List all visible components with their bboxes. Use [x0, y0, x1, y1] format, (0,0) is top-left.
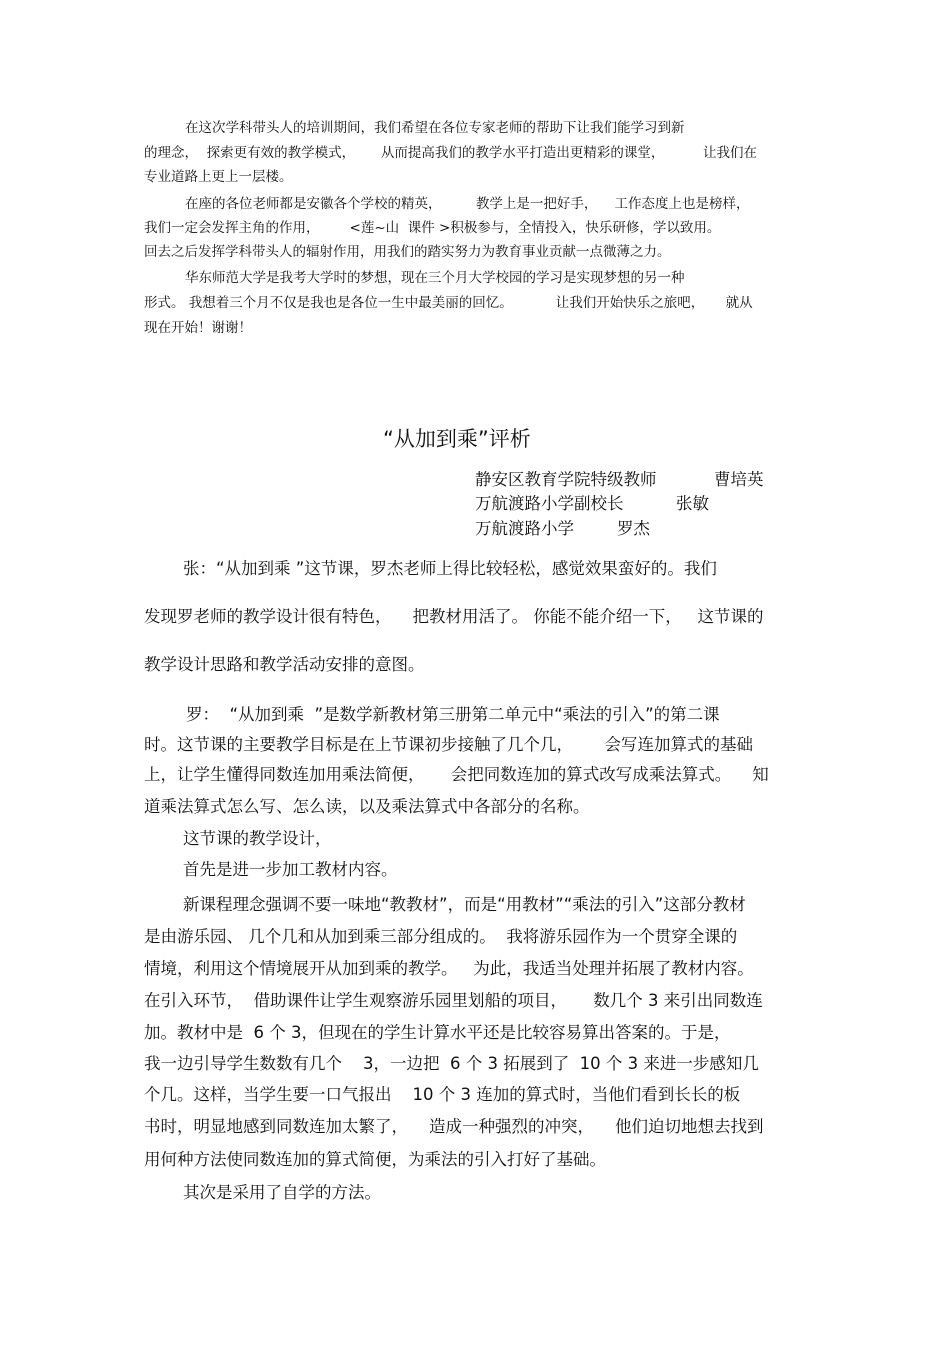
intro-line-2: 的理念， 探索更有效的教学模式， 从而提高我们的教学水平打造出更精彩的课堂， 让我们在: [144, 145, 757, 161]
body-line-3: 教学设计思路和教学活动安排的意图。: [144, 655, 425, 674]
intro-line-4: 在座的各位老师都是安徽各个学校的精英， 教学上是一把好手， 工作态度上也是榜样，: [185, 196, 750, 212]
body-line-14: 加。教材中是 6 个 3，但现在的学生计算水平还是比较容易算出答案的。于是，: [144, 1023, 731, 1042]
body-line-5: 时。这节课的主要教学目标是在上节课初步接触了几个几， 会写连加算式的基础: [144, 735, 753, 754]
body-line-6: 上，让学生懂得同数连加用乘法简便， 会把同数连加的算式改写成乘法算式。 知: [144, 765, 769, 784]
body-line-18: 用何种方法使同数连加的算式简便，为乘法的引入打好了基础。: [144, 1150, 606, 1169]
intro-line-8: 形式。 我想着三个月不仅是我也是各位一生中最美丽的回忆。 让我们开始快乐之旅吧， 就从: [144, 295, 753, 311]
intro-line-6: 回去之后发挥学科带头人的辐射作用，用我们的踏实努力为教育事业贡献一点微薄之力。: [144, 244, 671, 260]
body-line-10: 新课程理念强调不要一味地“教教材”，而是“用教材”“乘法的引入”这部分教材: [183, 895, 746, 914]
author-org-3: 万航渡路小学: [475, 519, 574, 538]
author-name-1: 曹培英: [714, 470, 764, 489]
body-line-8: 这节课的教学设计，: [183, 829, 332, 848]
body-line-1: 张：“从加到乘 ”这节课，罗杰老师上得比较轻松，感觉效果蛮好的。我们: [183, 559, 717, 578]
body-line-11: 是由游乐园、 几个几和从加到乘三部分组成的。 我将游乐园作为一个贯穿全课的: [144, 927, 738, 946]
intro-line-7: 华东师范大学是我考大学时的梦想，现在三个月大学校园的学习是实现梦想的另一种: [185, 270, 685, 286]
body-line-7: 道乘法算式怎么写、怎么读，以及乘法算式中各部分的名称。: [144, 797, 590, 816]
author-name-3: 罗杰: [617, 519, 650, 538]
body-line-9: 首先是进一步加工教材内容。: [183, 860, 398, 879]
body-line-12: 情境，利用这个情境展开从加到乘的教学。 为此，我适当处理并拓展了教材内容。: [144, 959, 754, 978]
intro-line-1: 在这次学科带头人的培训期间，我们希望在各位专家老师的帮助下让我们能学习到新: [185, 120, 685, 136]
body-line-16: 个几。这样，当学生要一口气报出 10 个 3 连加的算式时，当他们看到长长的板: [144, 1085, 741, 1104]
body-line-19: 其次是采用了自学的方法。: [183, 1183, 381, 1202]
article-title: “从加到乘”评析: [383, 427, 531, 451]
author-org-1: 静安区教育学院特级教师: [475, 470, 657, 489]
intro-line-5: 我们一定会发挥主角的作用， <莲~山 课件 >积极参与，全情投入，快乐研修，学以致用。: [144, 220, 721, 236]
body-line-2: 发现罗老师的教学设计很有特色， 把教材用活了。 你能不能介绍一下， 这节课的: [144, 607, 764, 626]
body-line-13: 在引入环节， 借助课件让学生观察游乐园里划船的项目， 数几个 3 来引出同数连: [144, 991, 763, 1010]
body-line-4: 罗： “从加到乘 ”是数学新教材第三册第二单元中“乘法的引入”的第二课: [186, 705, 720, 724]
intro-line-3: 专业道路上更上一层楼。: [144, 169, 293, 185]
author-name-2: 张敏: [676, 494, 709, 513]
body-line-17: 书时，明显地感到同数连加太繁了， 造成一种强烈的冲突， 他们迫切地想去找到: [144, 1117, 764, 1136]
author-org-2: 万航渡路小学副校长: [475, 494, 624, 513]
intro-line-9: 现在开始！谢谢！: [144, 320, 252, 336]
body-line-15: 我一边引导学生数数有几个 3，一边把 6 个 3 拓展到了 10 个 3 来进一步感知几: [144, 1054, 759, 1073]
